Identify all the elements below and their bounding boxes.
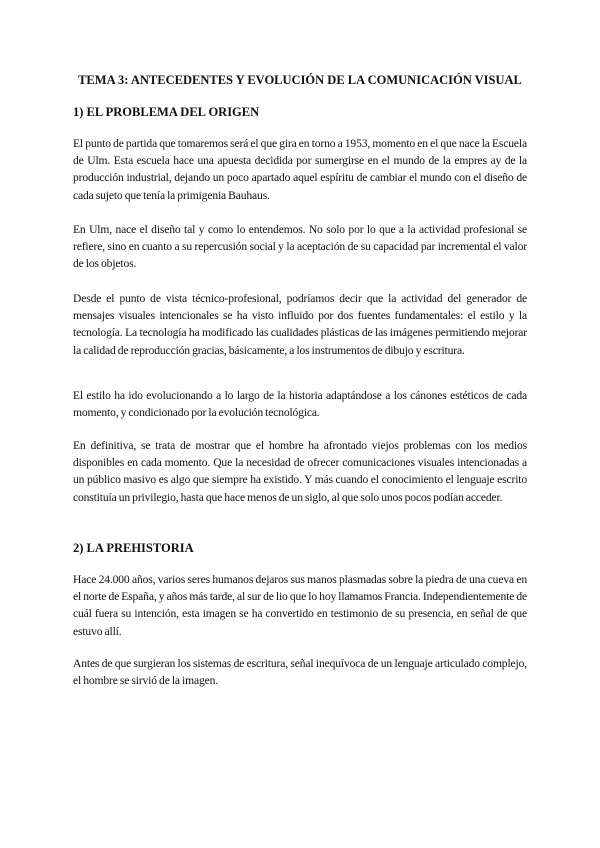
paragraph: En definitiva, se trata de mostrar que el hombre ha afrontado viejos problemas con los medios disponibles en cada momento. Que la necesidad de ofrecer comunicaciones visuales intencionadas a un público masivo es algo que siempre ha existido. Y más cuando el conocimiento el lenguaje escrito constituía un privilegio, hasta que hace menos de un siglo, al que solo unos pocos podían acceder. [73,439,527,504]
section-heading-origin: 1) EL PROBLEMA DEL ORIGEN [73,105,260,119]
paragraph: El punto de partida que tomaremos será el que gira en torno a 1953, momento en el que nace la Escuela de Ulm. Esta escuela hace una apuesta decidida por sumergirse en el mundo de la empres ay de la producción industrial, dejando un poco apartado aquel espíritu de cambiar el mundo con el diseño de cada sujeto que tenía la primigenia Bauhaus. [73,137,527,202]
section-heading-prehistory: 2) LA PREHISTORIA [73,541,194,555]
paragraph: En Ulm, nace el diseño tal y como lo entendemos. No solo por lo que a la actividad profesional se refiere, sino en cuanto a su repercusión social y la aceptación de su capacidad par incremental el valor de los objetos. [73,223,527,271]
paragraph: Desde el punto de vista técnico-profesional, podríamos decir que la actividad del generador de mensajes visuales intencionales se ha visto influido por dos fuentes fundamentales: el estilo y la tecnología. La tecnología ha modificado las cualidades plásticas de las imágenes permitiendo mejorar la calidad de reproducción gracias, básicamente, a los instrumentos de dibujo y escritura. [73,292,527,357]
paragraph: Antes de que surgieran los sistemas de escritura, señal inequívoca de un lenguaje articulado complejo, el hombre se sirvió de la imagen. [73,657,527,688]
paragraph: El estilo ha ido evolucionando a lo largo de la historia adaptándose a los cánones estéticos de cada momento, y condicionado por la evolución tecnológica. [73,389,527,420]
document-title: TEMA 3: ANTECEDENTES Y EVOLUCIÓN DE LA COMUNICACIÓN VISUAL [78,73,522,87]
paragraph: Hace 24.000 años, varios seres humanos dejaros sus manos plasmadas sobre la piedra de una cueva en el norte de España, y años más tarde, al sur de lio que lo hoy llamamos Francia. Independientemente de cuál fuera su intención, esta imagen se ha convertido en testimonio de su presencia, en señal de que estuvo allí. [73,573,527,638]
